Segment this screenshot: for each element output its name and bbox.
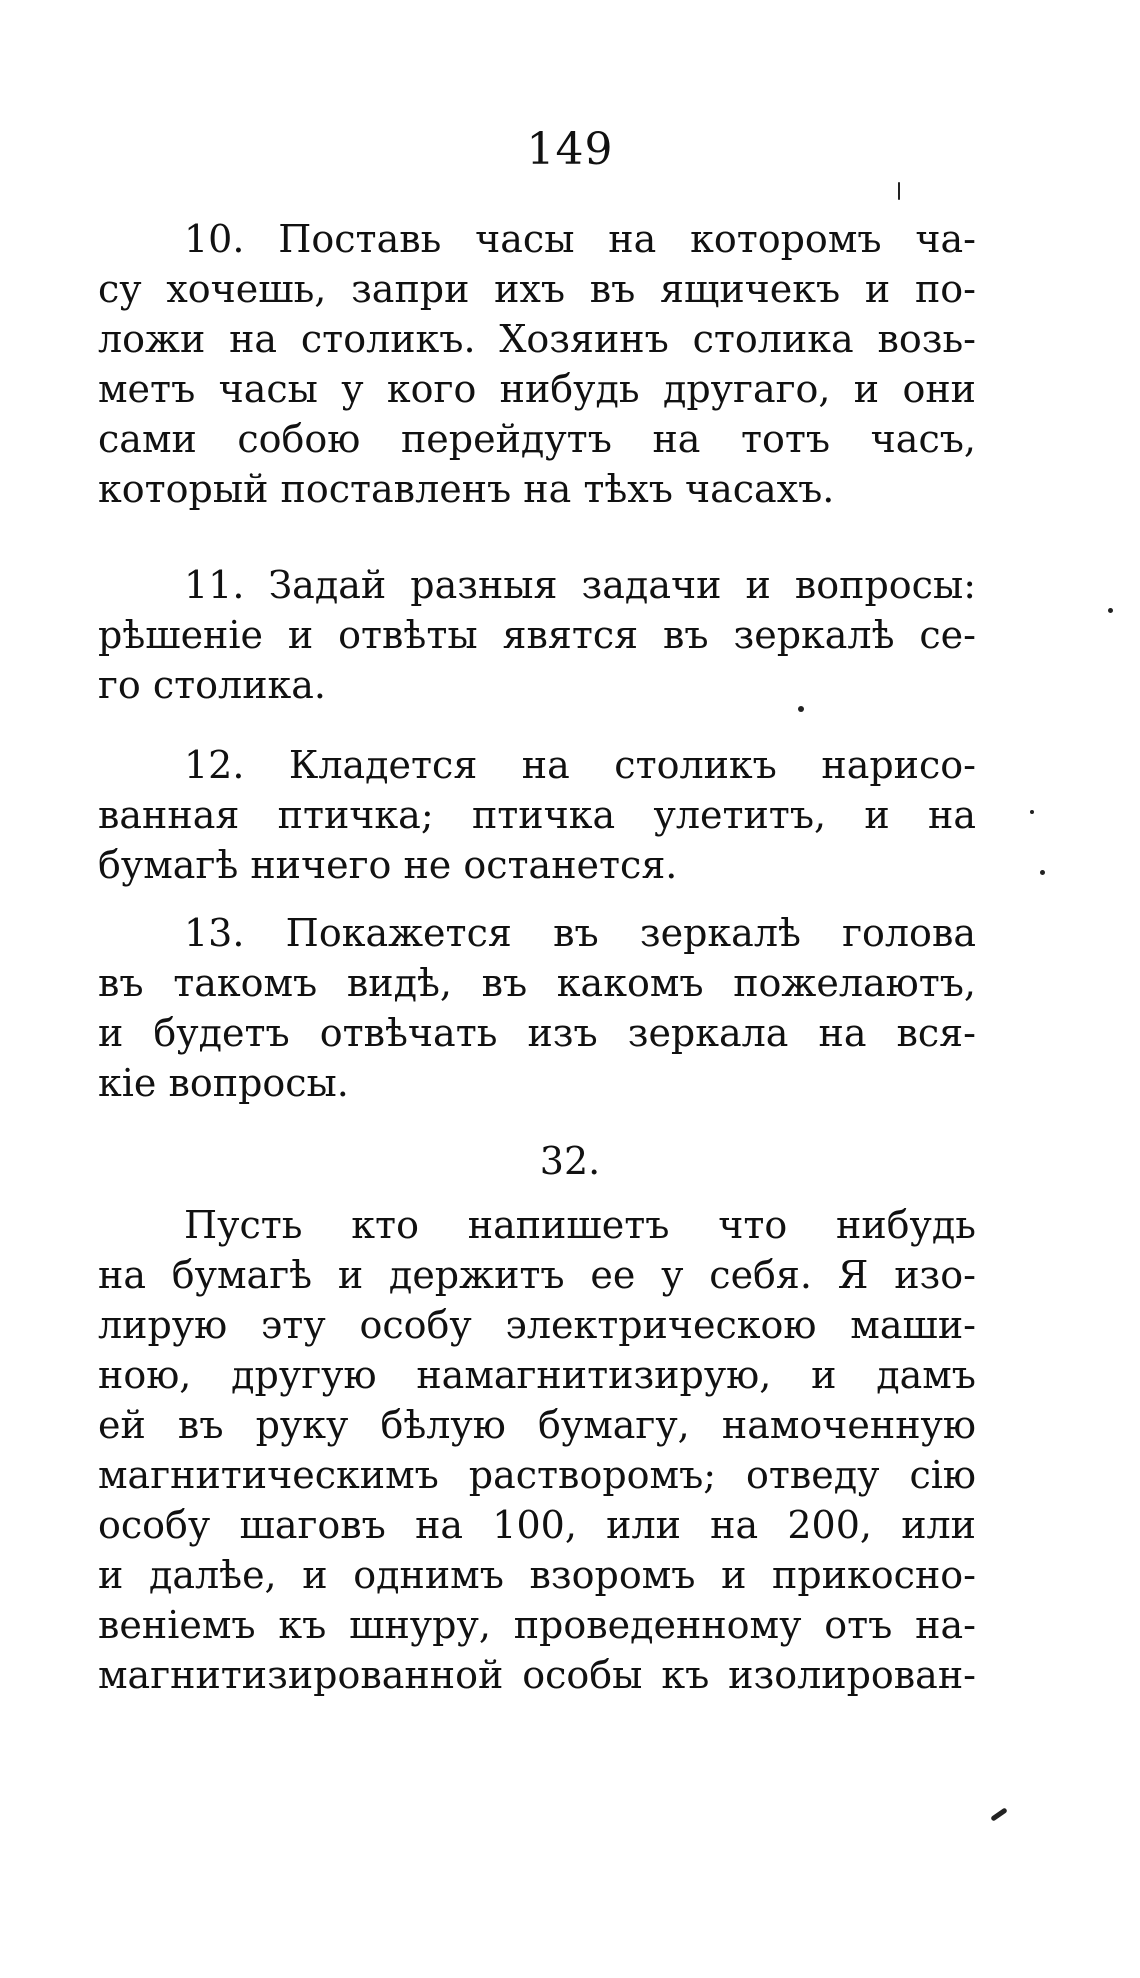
text-line: и будетъ отвѣчать изъ зеркала на вся-	[98, 1011, 976, 1055]
text-line: 13. Покажется въ зеркалѣ голова	[184, 911, 976, 955]
text-line: веніемъ къ шнуру, проведенному отъ на-	[98, 1603, 976, 1647]
text-line: въ такомъ видѣ, въ какомъ пожелаютъ,	[98, 961, 976, 1005]
scan-speck	[1040, 870, 1045, 875]
numbered-item-10	[98, 214, 976, 514]
section-number: 32.	[539, 1139, 601, 1183]
text-line: ложи на столикъ. Хозяинъ столика возь-	[98, 317, 976, 361]
text-line: 11. Задай разныя задачи и вопросы:	[184, 563, 976, 607]
text-line: и далѣе, и однимъ взоромъ и прикосно-	[98, 1553, 976, 1597]
scan-speck	[798, 706, 804, 712]
text-line: рѣшеніе и отвѣты явятся въ зеркалѣ се-	[98, 613, 976, 657]
text-line: на бумагѣ и держитъ ее у себя. Я изо-	[98, 1253, 976, 1297]
text-line: сами собою перейдутъ на тотъ часъ,	[98, 417, 976, 461]
text-line: лирую эту особу электрическою маши-	[98, 1303, 976, 1347]
numbered-item-12	[98, 740, 976, 890]
text-line: го столика.	[98, 663, 326, 707]
text-line: ванная птичка; птичка улетитъ, и на	[98, 793, 976, 837]
text-line: ною, другую намагнитизирую, и дамъ	[98, 1353, 976, 1397]
numbered-item-11	[98, 560, 976, 710]
text-line: су хочешь, запри ихъ въ ящичекъ и по-	[98, 267, 976, 311]
numbered-item-13	[98, 908, 976, 1108]
text-line: который поставленъ на тѣхъ часахъ.	[98, 467, 835, 511]
page-number: 149	[526, 124, 614, 175]
text-line: кіе вопросы.	[98, 1061, 349, 1105]
scan-speck	[990, 1807, 1008, 1821]
scan-speck	[1030, 810, 1034, 814]
scan-speck	[898, 182, 900, 200]
text-line: особу шаговъ на 100, или на 200, или	[98, 1503, 976, 1547]
text-line: 10. Поставь часы на которомъ ча-	[184, 217, 976, 261]
text-line: 12. Кладется на столикъ нарисо-	[184, 743, 976, 787]
text-line: ей въ руку бѣлую бумагу, намоченную	[98, 1403, 976, 1447]
section-paragraph	[98, 1200, 976, 1700]
text-line: метъ часы у кого нибудь другаго, и они	[98, 367, 976, 411]
scan-speck	[1108, 608, 1113, 613]
text-line: магнитизированной особы къ изолирован-	[98, 1653, 976, 1697]
text-line: Пусть кто напишетъ что нибудь	[184, 1203, 976, 1247]
text-line: магнитическимъ растворомъ; отведу сію	[98, 1453, 976, 1497]
text-line: бумагѣ ничего не останется.	[98, 843, 678, 887]
